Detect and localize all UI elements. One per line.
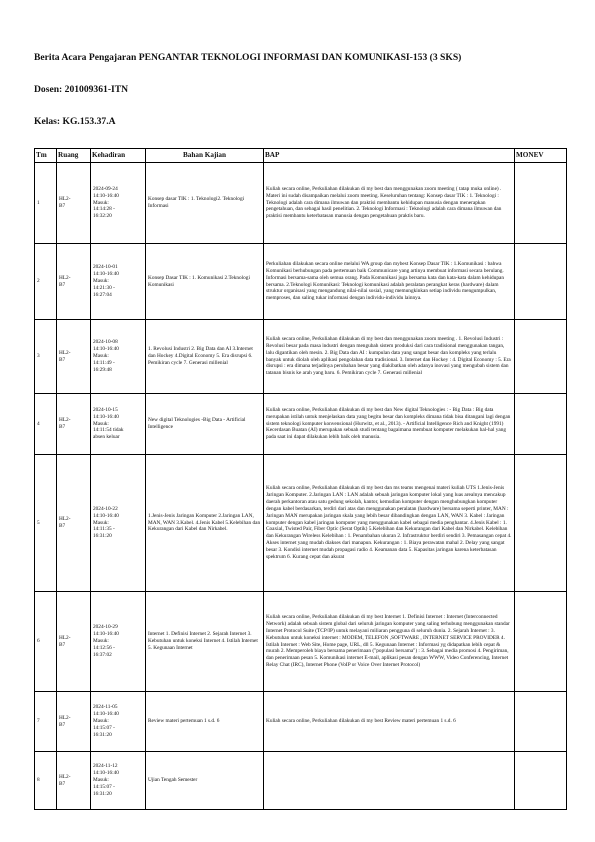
column-header-bahan-kajian: Bahan Kajian [146,149,264,163]
meeting-number: 6 [35,592,57,692]
table-row [35,455,567,592]
column-header-tm: Tm [35,149,57,163]
topic-cell: 1.Jenis-Jenis Jaringan Komputer 2.Jaringan LAN, MAN, WAN 3.Kabel. 4.Jenis Kabel 5.Kelebihan dan Kekurangan dari Kabel dan Nirkabel. [146,455,264,592]
topic-cell: Konsep dasar TIK : 1. Teknologi2. Teknologi Informasi [146,163,264,244]
bap-cell [264,752,515,810]
attendance-cell: 2024-10-08 14:10-16:40 Masuk: 14:11:49 - 16:29:48 [91,320,146,394]
class-code: Kelas: KG.153.37.A [34,116,116,127]
meeting-number: 7 [35,692,57,752]
attendance-cell: 2024-11-12 14:10-16:40 Masuk: 14:15:07 - 16:31:20 [91,752,146,810]
topic-cell: New digital Teknologies -Big Data - Artificial Intelligence [146,394,264,455]
attendance-cell: 2024-10-15 14:10-16:40 Masuk: 14:11:54 tidak absen keluar [91,394,146,455]
document-title: Berita Acara Pengajaran PENGANTAR TEKNOLOGI INFORMASI DAN KOMUNIKASI-153 (3 SKS) [34,52,462,63]
monev-cell [515,244,567,320]
bap-table [34,148,567,810]
table-row [35,394,567,455]
attendance-cell: 2024-09-24 14:10-16:40 Masuk: 14:14:28 - 16:32:20 [91,163,146,244]
room-cell: HL2- B7 [57,244,91,320]
topic-cell: 1. Revolusi Industri 2. Big Data dan AI 3.Internet dan Hockey 4.Digital Economy 5. Era disrupsi 6. Pemikiran cycle 7. Generasi millenial [146,320,264,394]
topic-cell: Konsep Dasar TIK : 1. Komunikasi 2.Teknologi Komunikasi [146,244,264,320]
bap-cell: Kuliah secara online, Perkuliahan dilakukan di my best dan menggunakan zoom meeting ( tatap muka online) . Materi ini sudah disampaikan melalui zoom meeting. Keseluruhan tentang: Konsep dasar TIK : 1. Teknologi : Teknologi adalah cara dimana ilmuwan dan praktisi membantu kehidupan manusia dengan menerapkan pengetahuan, dan sebagai hasil penelitian. 2. Teknologi Informasi : Teknologi adalah cara dimana ilmuwan dan praktisi membantu keterbatasan manusia dengan pengetahuan praktis baru. [264,163,515,244]
table-row [35,163,567,244]
column-header-bap: BAP [264,149,515,163]
room-cell: HL2- B7 [57,394,91,455]
monev-cell [515,320,567,394]
monev-cell [515,455,567,592]
table-row [35,320,567,394]
attendance-cell: 2024-10-29 14:10-16:40 Masuk: 14:12:56 - 16:37:02 [91,592,146,692]
monev-cell [515,692,567,752]
bap-cell: Kuliah secara online, Perkuliahan dilakukan di my best dan menggunakan zoom meeting . 1. Revolusi Industri : Revolusi besar pada masa industri dengan mengubah sistem produksi dari cara tradisional menggunakan tangan, lalu digantikan oleh mesin. 2. Big Data dan AI : kumpulan data yang sangat besar dan kompleks yang terlalu banyak untuk diolah oleh aplikasi pengolahan data tradisional. 3. Internet dan Hockey : 4. Digital Economy : 5. Era disrupsi : era dimana terjadinya perubahan besar yang diakibatkan oleh adanya inovasi yang mengubah sistem dan tatanan bisnis ke arah yang baru. 6. Pemikiran cycle 7. Generasi millenial [264,320,515,394]
column-header-ruang: Ruang [57,149,91,163]
meeting-number: 4 [35,394,57,455]
meeting-number: 2 [35,244,57,320]
topic-cell: Internet 1. Definisi Internet 2. Sejarah Internet 3. Kebutuhan untuk koneksi Internet 4. Istilah Internet 5. Kegunaan Internet [146,592,264,692]
table-row [35,244,567,320]
attendance-cell: 2024-10-22 14:10-16:40 Masuk: 14:11:35 - 16:31:20 [91,455,146,592]
table-row [35,752,567,810]
monev-cell [515,752,567,810]
room-cell: HL2- B7 [57,320,91,394]
table-header-row [35,149,567,163]
meeting-number: 3 [35,320,57,394]
table-row [35,692,567,752]
room-cell: HL2- B7 [57,752,91,810]
bap-cell: Kuliah secara online, Perkuliahan dilakukan di my best dan ms teams mengenai materi kuliah UTS 1.Jenis-Jenis Jaringan Komputer. 2.Jaringan LAN : LAN adalah sebuah jaringan komputer lokal yang luas arealnya mencakup daerah perkantoran atau satu gedung sekolah, kantor, kemudian komputer dengan menghubungkan komputer dengan kabel berdasarkan, terdiri dari atas dan menggunakan peralatan (hardware) bersama seperti printer, MAN : Jaringan MAN merupakan jaringan skala yang lebih besar dibandingkan dengan LAN, WAN 3. Kabel : Jaringan komputer dengan kabel jaringan komputer yang menggunakan kabel sebagai media penghantar. 4.Jenis Kabel : 1. Coaxial, Twisted Pair, Fiber Optic (Serat Optik) 5.Kelebihan dan Kekurangan dari Kabel dan Nirkabel. Kelebihan dan Kekurangan Wireless Kelebihan : 1. Penambahan ukuran 2. Infrastruktur berdiri sendiri 3. Pemasangan cepat 4. Akses internet yang mudah diakses dari manapun. Kekurangan : 1. Biaya perawatan mahal 2. Delay yang sangat besar 3. Kondisi internet mudah propagasi radio 4. Keamanan data 5. Kapasitas jaringan karena keterbatasan spektrum 6. Kurang cepat dan akurat [264,455,515,592]
topic-cell: Review materi pertemuan 1 s.d. 6 [146,692,264,752]
topic-cell: Ujian Tengah Semester [146,752,264,810]
lecturer-id: Dosen: 201009361-ITN [34,84,129,95]
room-cell: HL2- B7 [57,163,91,244]
room-cell: HL2- B7 [57,455,91,592]
attendance-cell: 2024-11-05 14:10-16:40 Masuk: 14:15:07 - 16:31:20 [91,692,146,752]
room-cell: HL2- B7 [57,592,91,692]
meeting-number: 8 [35,752,57,810]
room-cell: HL2- B7 [57,692,91,752]
bap-cell: Kuliah secara online, Perkuliahan dilakukan di my best dan New digital Teknologies : - Big Data : Big data merupakan istilah untuk menjelaskan data yang begitu besar dan kompleks dimana tidak bisa ditangani lagi dengan sistem teknologi komputer konvensional (Hurwitz, et al., 2013). - Artificial Intelligence Rich and Knight (1991) Kecerdasan Buatan (AI) merupakan sebuah studi tentang bagaimana membuat komputer melakukan hal-hal yang pada saat ini dapat dilakukan lebih baik oleh manusia. [264,394,515,455]
column-header-kehadiran: Kehadiran [91,149,146,163]
attendance-cell: 2024-10-01 14:10-16:40 Masuk: 14:21:30 - 16:27:04 [91,244,146,320]
bap-cell: Kuliah secara online, Perkuliahan dilakukan di my best Internet 1. Definisi Internet : Internet (Interconnected Network) adalah sebuah sistem global dari seluruh jaringan komputer yang saling terhubung menggunakan standar Internet Protocol Suite (TCP/IP) untuk melayani miliaran pengguna di seluruh dunia. 2. Sejarah Internet : 3. Kebutuhan untuk koneksi internet : MODEM, TELEFON ,SOFTWARE , INTERNET SERVICE PROVIDER 4. Istilah Internet : Web Site, Home page, URL, dll 5. Kegunaan Internet : Informasi yg didapatkan lebih cepat & murah 2. Memperoleh biaya bersama penerimaan ("populasi bersama") : 3. Sebagai media promosi 4. Pengiriman, dan penerimaan pesan 5. Komunikasi internet E-mail, aplikasi pesan dengan WWW, Video Conferencing, Internet Relay Chat (IRC), Internet Phone (VoIP or Voice Over Internet Protocol) [264,592,515,692]
bap-cell: Kuliah secara online, Perkuliahan dilakukan di my best Review materi pertemuan 1 s.d. 6 [264,692,515,752]
meeting-number: 5 [35,455,57,592]
meeting-number: 1 [35,163,57,244]
monev-cell [515,592,567,692]
monev-cell [515,163,567,244]
bap-cell: Perkuliahan dilakukan secara online melalui WA group dan mybest Konsep Dasar TIK : 1.Komunikasi : bahwa Komunikasi berhubungan pada pertemuan baik Communicare yang artinya membuat informasi secara berulang. Informasi bersama-sama oleh semua orang. Pada Komunikasi juga bersama kata dan kata-kata dalam kehidupan bersama. 2.Teknologi Komunikasi: Teknologi komunikasi adalah peralatan perangkat keras (hardware) dalam struktur organisasi yang mengandung nilai-nilai sosial, yang memungkinkan setiap individu mengumpulkan, memproses, dan saling tukar informasi dengan individu-individu lainnya. [264,244,515,320]
table-row [35,592,567,692]
monev-cell [515,394,567,455]
column-header-monev: MONEV [515,149,567,163]
